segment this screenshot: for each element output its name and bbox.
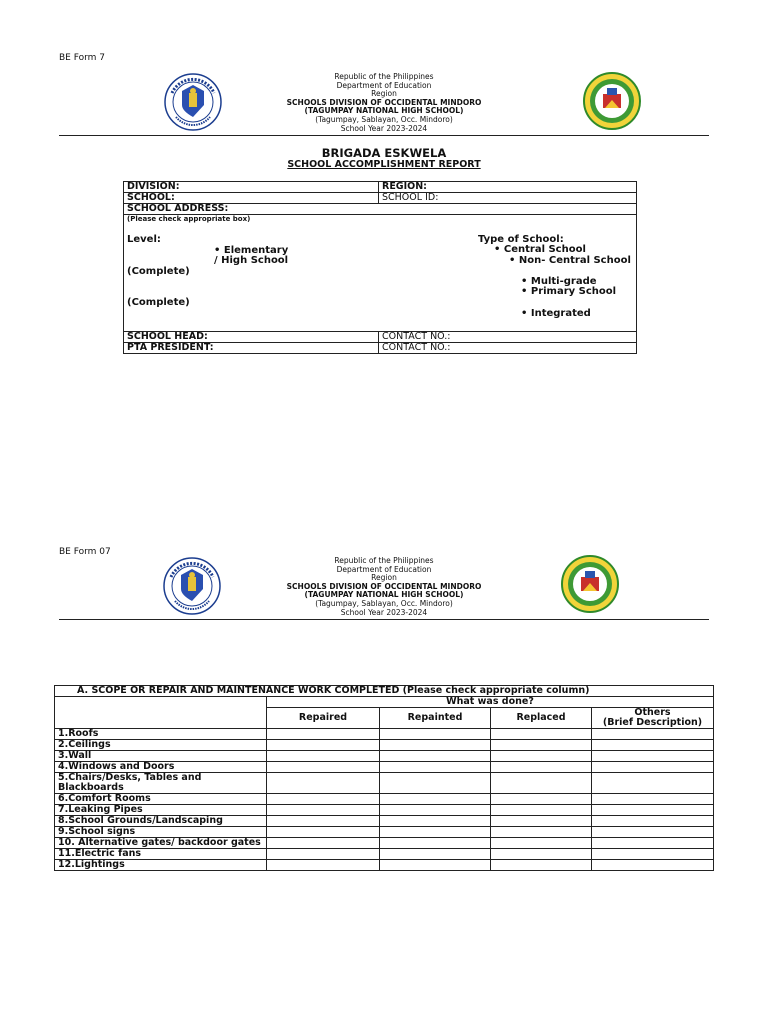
header-line: Department of Education bbox=[336, 564, 432, 574]
table-row bbox=[55, 762, 714, 773]
header-school: (TAGUMPAY NATIONAL HIGH SCHOOL) bbox=[304, 106, 464, 116]
table-row bbox=[55, 805, 714, 816]
row-label: 5.Chairs/Desks, Tables and Blackboards bbox=[55, 773, 267, 794]
header-address: (Tagumpay, Sablayan, Occ. Mindoro) bbox=[315, 114, 453, 124]
col-others-label: Others bbox=[634, 707, 671, 718]
level-highschool-option[interactable]: / High School bbox=[214, 255, 289, 266]
replaced-cell[interactable] bbox=[491, 838, 592, 849]
what-was-done-header: What was done? bbox=[267, 697, 714, 708]
repainted-cell[interactable] bbox=[380, 751, 491, 762]
table-row bbox=[55, 794, 714, 805]
header-line: Republic of the Philippines bbox=[334, 72, 434, 81]
repaired-cell[interactable] bbox=[267, 849, 380, 860]
table-row bbox=[55, 849, 714, 860]
type-multigrade-option[interactable]: • Multi-grade bbox=[521, 276, 597, 287]
repaired-cell[interactable] bbox=[267, 729, 380, 740]
row-label: 12.Lightings bbox=[55, 860, 267, 871]
header-school: (TAGUMPAY NATIONAL HIGH SCHOOL) bbox=[304, 590, 464, 600]
report-title: BRIGADA ESKWELA bbox=[321, 146, 447, 160]
level-label: Level: bbox=[127, 234, 161, 245]
school-address-field[interactable]: SCHOOL ADDRESS: bbox=[124, 204, 637, 215]
repainted-cell[interactable] bbox=[380, 794, 491, 805]
level-type-section bbox=[124, 224, 636, 331]
repaired-cell[interactable] bbox=[267, 827, 380, 838]
others-cell[interactable] bbox=[592, 729, 714, 740]
header-line: Department of Education bbox=[336, 80, 432, 90]
repaired-cell[interactable] bbox=[267, 751, 380, 762]
repainted-cell[interactable] bbox=[380, 860, 491, 871]
others-cell[interactable] bbox=[592, 805, 714, 816]
repaired-cell[interactable] bbox=[267, 773, 380, 794]
table-row bbox=[55, 827, 714, 838]
contact-no-field[interactable]: CONTACT NO.: bbox=[379, 332, 637, 343]
repainted-cell[interactable] bbox=[380, 827, 491, 838]
page-header bbox=[0, 557, 768, 617]
header-line: Region bbox=[371, 89, 397, 99]
header-division: SCHOOLS DIVISION OF OCCIDENTAL MINDORO bbox=[286, 97, 482, 107]
others-cell[interactable] bbox=[592, 827, 714, 838]
repainted-cell[interactable] bbox=[380, 762, 491, 773]
row-label: 6.Comfort Rooms bbox=[55, 794, 267, 805]
table-row bbox=[55, 860, 714, 871]
repaired-cell[interactable] bbox=[267, 816, 380, 827]
repainted-cell[interactable] bbox=[380, 838, 491, 849]
others-cell[interactable] bbox=[592, 816, 714, 827]
others-cell[interactable] bbox=[592, 838, 714, 849]
repainted-cell[interactable] bbox=[380, 816, 491, 827]
others-cell[interactable] bbox=[592, 860, 714, 871]
table-row bbox=[55, 740, 714, 751]
header-school-year: School Year 2023-2024 bbox=[340, 123, 428, 133]
repaired-cell[interactable] bbox=[267, 740, 380, 751]
col-others bbox=[592, 708, 714, 729]
header-divider bbox=[59, 135, 709, 136]
level-elementary-option[interactable]: • Elementary bbox=[214, 245, 289, 256]
table-row bbox=[55, 729, 714, 740]
item-header-cell bbox=[55, 697, 267, 729]
page-header bbox=[0, 73, 768, 133]
col-repainted: Repainted bbox=[380, 708, 491, 729]
row-label: 9.School signs bbox=[55, 827, 267, 838]
col-replaced: Replaced bbox=[491, 708, 592, 729]
others-cell[interactable] bbox=[592, 794, 714, 805]
division-field[interactable]: DIVISION: bbox=[124, 182, 379, 193]
header-line: Republic of the Philippines bbox=[334, 556, 434, 565]
others-cell[interactable] bbox=[592, 773, 714, 794]
replaced-cell[interactable] bbox=[491, 860, 592, 871]
row-label: 10. Alternative gates/ backdoor gates bbox=[55, 838, 267, 849]
header-line: Region bbox=[371, 573, 397, 583]
form-number: BE Form 07 bbox=[59, 547, 111, 557]
school-info-form bbox=[123, 181, 637, 354]
form-number: BE Form 7 bbox=[59, 53, 105, 63]
table-row bbox=[55, 773, 714, 794]
header-division: SCHOOLS DIVISION OF OCCIDENTAL MINDORO bbox=[286, 581, 482, 591]
replaced-cell[interactable] bbox=[491, 805, 592, 816]
repainted-cell[interactable] bbox=[380, 729, 491, 740]
repainted-cell[interactable] bbox=[380, 773, 491, 794]
row-label: 8.School Grounds/Landscaping bbox=[55, 816, 267, 827]
row-label: 2.Ceilings bbox=[55, 740, 267, 751]
replaced-cell[interactable] bbox=[491, 794, 592, 805]
others-cell[interactable] bbox=[592, 762, 714, 773]
school-field[interactable]: SCHOOL: bbox=[124, 193, 379, 204]
type-noncentral-option[interactable]: • Non- Central School bbox=[509, 255, 631, 266]
row-label: 3.Wall bbox=[55, 751, 267, 762]
repainted-cell[interactable] bbox=[380, 805, 491, 816]
work-completed-table bbox=[54, 685, 714, 871]
others-cell[interactable] bbox=[592, 751, 714, 762]
section-title: A. SCOPE OR REPAIR AND MAINTENANCE WORK COMPLETED (Please check appropriate column) bbox=[55, 686, 714, 697]
repainted-cell[interactable] bbox=[380, 849, 491, 860]
repaired-cell[interactable] bbox=[267, 794, 380, 805]
school-head-field[interactable]: SCHOOL HEAD: bbox=[124, 332, 379, 343]
school-id-field[interactable]: SCHOOL ID: bbox=[379, 193, 637, 204]
contact-no-field[interactable]: CONTACT NO.: bbox=[379, 343, 637, 354]
row-label: 11.Electric fans bbox=[55, 849, 267, 860]
replaced-cell[interactable] bbox=[491, 849, 592, 860]
header-school-year: School Year 2023-2024 bbox=[340, 607, 428, 617]
region-field[interactable]: REGION: bbox=[379, 182, 637, 193]
replaced-cell[interactable] bbox=[491, 751, 592, 762]
others-cell[interactable] bbox=[592, 849, 714, 860]
replaced-cell[interactable] bbox=[491, 762, 592, 773]
complete-label: (Complete) bbox=[127, 297, 190, 308]
pta-president-field[interactable]: PTA PRESIDENT: bbox=[124, 343, 379, 354]
check-note: (Please check appropriate box) bbox=[127, 215, 251, 223]
repaired-cell[interactable] bbox=[267, 762, 380, 773]
repainted-cell[interactable] bbox=[380, 740, 491, 751]
replaced-cell[interactable] bbox=[491, 729, 592, 740]
header-divider bbox=[59, 619, 709, 620]
table-row bbox=[55, 838, 714, 849]
table-row bbox=[55, 751, 714, 762]
replaced-cell[interactable] bbox=[491, 773, 592, 794]
replaced-cell[interactable] bbox=[491, 740, 592, 751]
complete-label: (Complete) bbox=[127, 266, 190, 277]
row-label: 1.Roofs bbox=[55, 729, 267, 740]
row-label: 4.Windows and Doors bbox=[55, 762, 267, 773]
replaced-cell[interactable] bbox=[491, 827, 592, 838]
repaired-cell[interactable] bbox=[267, 805, 380, 816]
repaired-cell[interactable] bbox=[267, 860, 380, 871]
type-primary-option[interactable]: • Primary School bbox=[521, 286, 617, 297]
table-row bbox=[55, 816, 714, 827]
col-others-desc: (Brief Description) bbox=[602, 717, 703, 728]
replaced-cell[interactable] bbox=[491, 816, 592, 827]
repaired-cell[interactable] bbox=[267, 838, 380, 849]
type-label: Type of School: bbox=[478, 234, 564, 245]
type-integrated-option[interactable]: • Integrated bbox=[521, 308, 591, 319]
type-central-option[interactable]: • Central School bbox=[494, 244, 586, 255]
row-label: 7.Leaking Pipes bbox=[55, 805, 267, 816]
others-cell[interactable] bbox=[592, 740, 714, 751]
report-subtitle: SCHOOL ACCOMPLISHMENT REPORT bbox=[287, 159, 481, 170]
header-address: (Tagumpay, Sablayan, Occ. Mindoro) bbox=[315, 598, 453, 608]
col-repaired: Repaired bbox=[267, 708, 380, 729]
